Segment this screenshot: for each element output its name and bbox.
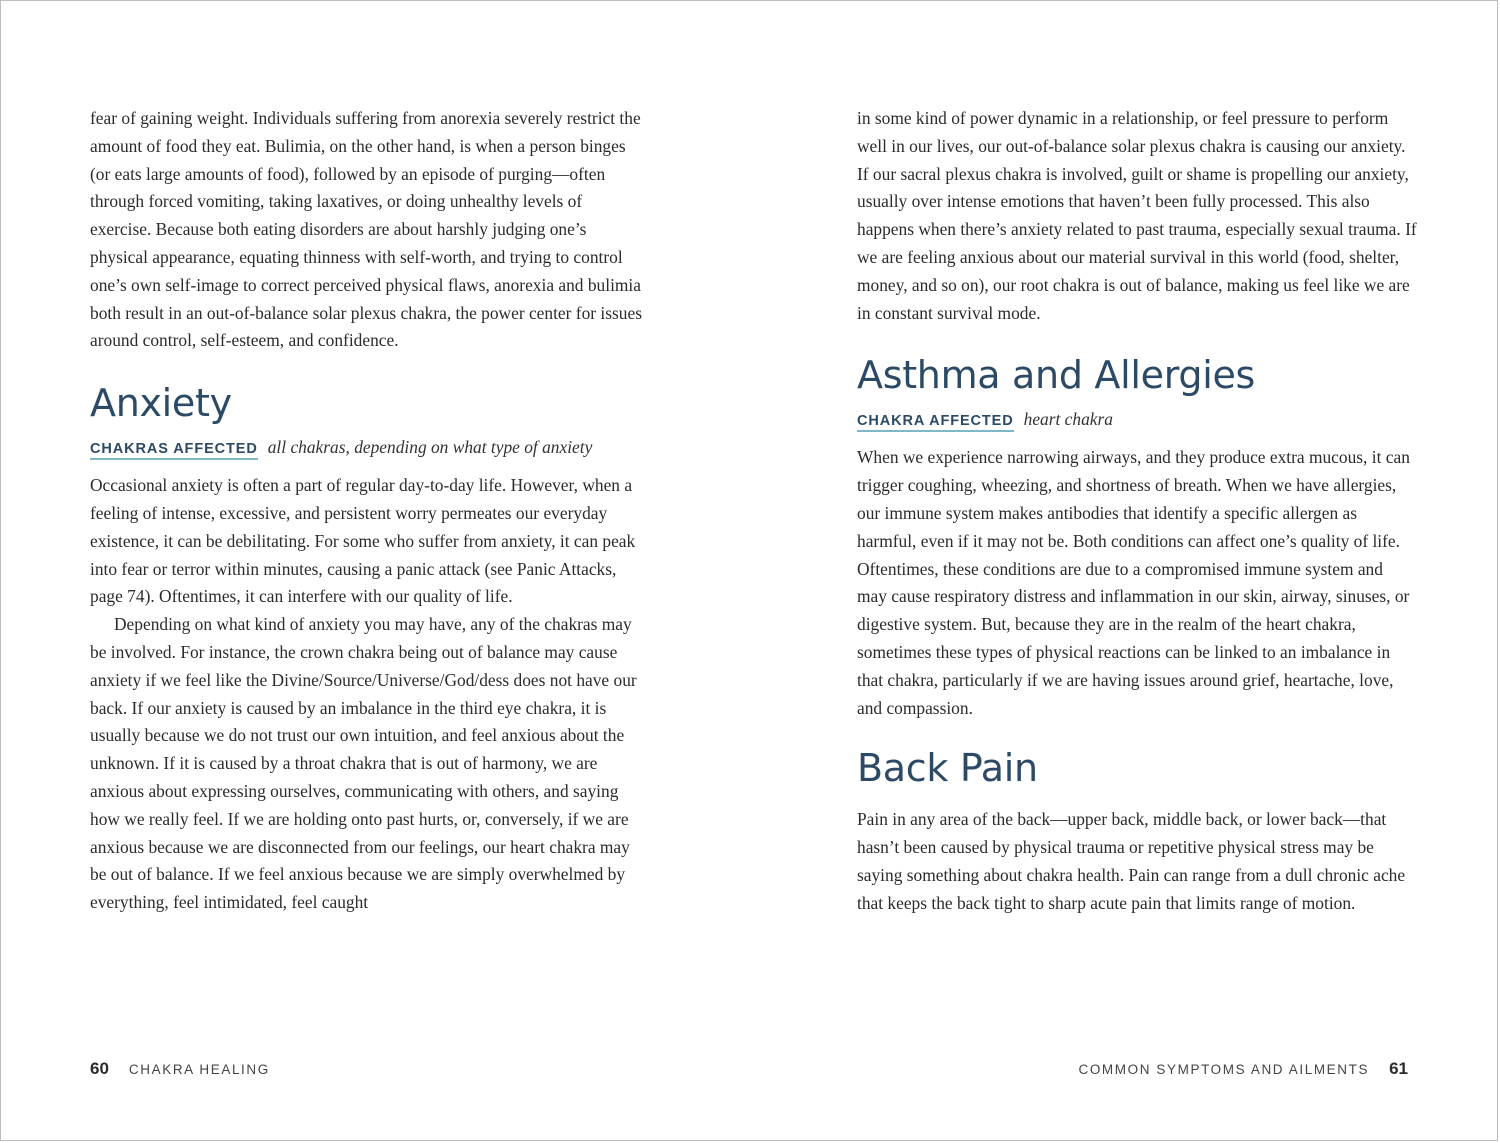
- anxiety-chakras-affected: [90, 437, 646, 460]
- chakra-affected-value: heart chakra: [1023, 409, 1113, 430]
- anxiety-paragraph-2: Depending on what kind of anxiety you may have, any of the chakras may be involved. For instance, the crown chakra being out of balance may cause anxiety if we feel like the Divine/Source/Universe/God/dess does not have our back. If our anxiety is caused by an imbalance in the third eye chakra, it is usually because we do not trust our own intuition, and feel anxious about the unknown. If it is caused by a throat chakra that is out of harmony, we are anxious about expressing ourselves, communicating with others, and saying how we really feel. If we are holding onto past hurts, or, conversely, if we are anxious because we are disconnected from our feelings, our heart chakra may be out of balance. If we feel anxious because we are simply overwhelmed by everything, feel intimidated, feel caught: [90, 614, 637, 913]
- asthma-paragraph-1: When we experience narrowing airways, and they produce extra mucous, it can trigger coughing, wheezing, and shortness of breath. When we have allergies, our immune system makes antibodies that identify a specific allergen as harmful, even if it may not be. Both conditions can affect one’s quality of life. Oftentimes, these conditions are due to a compromised immune system and may cause respiratory distress and inflammation in our skin, airway, sinuses, or digestive system. But, because they are in the realm of the heart chakra, sometimes these types of physical reactions can be linked to an imbalance in that chakra, particularly if we are having issues around grief, heartache, love, and compassion.: [857, 447, 1410, 718]
- back-pain-heading: Back Pain: [857, 746, 1038, 791]
- back-pain-paragraph-1: Pain in any area of the back—upper back, middle back, or lower back—that hasn’t been caused by physical trauma or repetitive physical stress may be saying something about chakra health. Pain can range from a dull chronic ache that keeps the back tight to sharp acute pain that limits range of motion.: [857, 809, 1406, 913]
- right-page: [750, 1, 1499, 1140]
- right-footer: [1078, 1059, 1408, 1079]
- left-text-column: [90, 105, 646, 917]
- running-title: COMMON SYMPTOMS AND AILMENTS: [1078, 1062, 1370, 1077]
- chakra-affected-label: CHAKRA AFFECTED: [857, 413, 1014, 432]
- asthma-allergies-heading: Asthma and Allergies: [857, 353, 1256, 398]
- right-intro-paragraph: in some kind of power dynamic in a relationship, or feel pressure to perform well in our lives, our out-of-balance solar plexus chakra is causing our anxiety. If our sacral plexus chakra is involved, guilt or shame is propelling our anxiety, usually over intense emotions that haven’t been fully processed. This also happens when there’s anxiety related to past trauma, especially sexual trauma. If we are feeling anxious about our material survival in this world (food, shelter, money, and so on), our root chakra is out of balance, making us feel like we are in constant survival mode.: [857, 108, 1417, 323]
- page-number: 61: [1389, 1059, 1408, 1078]
- asthma-chakra-affected: [857, 409, 1417, 432]
- right-text-column: [857, 105, 1417, 918]
- running-title: CHAKRA HEALING: [128, 1062, 270, 1077]
- anxiety-paragraph-1: Occasional anxiety is often a part of regular day-to-day life. However, when a feeling of intense, excessive, and persistent worry permeates our everyday existence, it can be debilitating. For some who suffer from anxiety, it can peak into fear or terror within minutes, causing a panic attack (see Panic Attacks, page 74). Oftentimes, it can interfere with our quality of life.: [90, 475, 636, 607]
- left-footer: [90, 1059, 270, 1079]
- left-page: [1, 1, 750, 1140]
- anxiety-heading: Anxiety: [90, 381, 232, 426]
- chakras-affected-label: CHAKRAS AFFECTED: [90, 441, 258, 460]
- chakras-affected-value: all chakras, depending on what type of anxiety: [267, 437, 593, 458]
- left-intro-paragraph: fear of gaining weight. Individuals suffering from anorexia severely restrict the amount of food they eat. Bulimia, on the other hand, is when a person binges (or eats large amounts of food), followed by an episode of purging—often through forced vomiting, taking laxatives, or doing unhealthy levels of exercise. Because both eating disorders are about harshly judging one’s physical appearance, equating thinness with self-worth, and trying to control one’s own self-image to correct perceived physical flaws, anorexia and bulimia both result in an out-of-balance solar plexus chakra, the power center for issues around control, self-esteem, and confidence.: [90, 108, 642, 351]
- page-number: 60: [90, 1059, 109, 1078]
